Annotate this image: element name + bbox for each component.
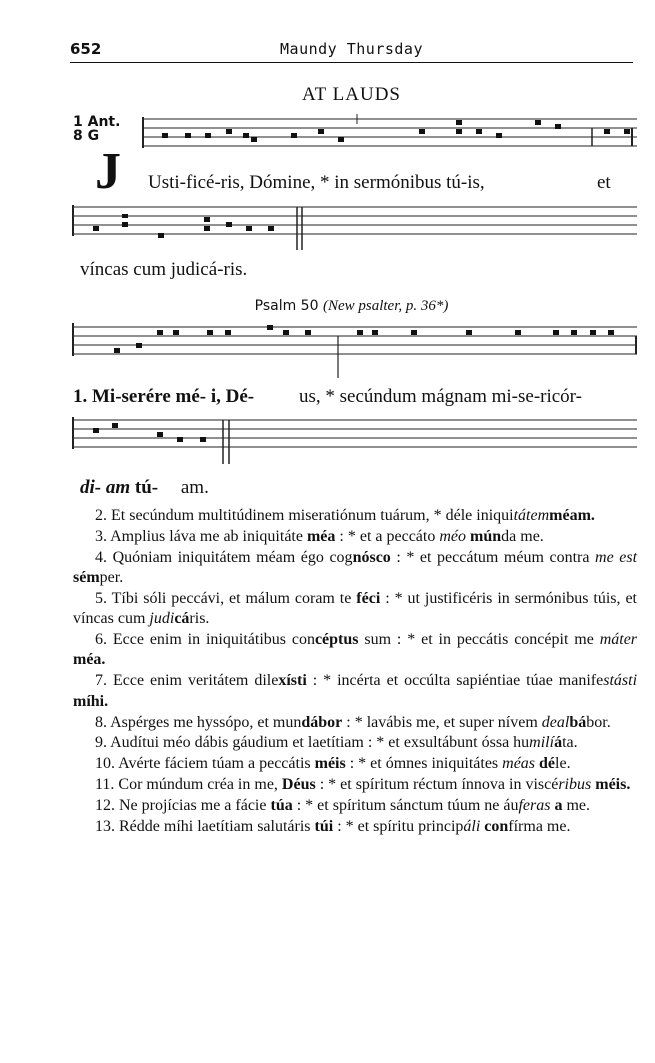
verse-accent: mún [470,527,502,545]
verse-mediant: méo [439,527,467,545]
verse-text: Amplius láva me ab iniquitáte [110,527,307,545]
verse-text: ris. [189,610,210,628]
verse-text: Cor múndum créa in me, [118,776,282,794]
verse-text: : * incérta et occúlta sapiéntiae túae manife [306,672,604,690]
verse-text: ta. [562,734,578,752]
psalm-heading: Psalm 50 (New psalter, p. 36*) [254,298,449,314]
staff-4-neumes [93,423,206,442]
verse-number: 11. [95,776,119,794]
verse-text: : * et spíritu princip [333,817,464,835]
antiphon-label: 1 Ant. 8 G [73,114,121,144]
verse-mediant: milí [529,734,555,752]
verse-text: per. [99,569,124,587]
psalm-verse [73,589,637,630]
verse-accent: á [554,734,563,752]
verse-number: 6. [95,631,113,649]
staff-3-neumes [114,325,614,353]
verse-accent: féci [356,589,381,607]
verse-accent: bá [569,713,587,731]
verse-text: : * et a peccáto [335,527,440,545]
verse-text: bor. [586,713,611,731]
verse-number: 2. [95,507,111,524]
verse-number: 8. [95,713,111,731]
verse-text: : * et ómnes iniquitátes [345,755,503,773]
verse-mediant: judi [149,610,175,628]
page-number: 652 [70,40,102,58]
verse-text: da me. [501,527,544,545]
verse-accent: Déus [281,776,316,794]
verse-accent: míhi. [73,692,109,710]
verse-text: fírma me. [508,817,571,835]
verse-mediant: áli [463,817,481,835]
verse-mediant: méas [502,755,536,773]
verse-text: Ecce enim in iniquitátibus con [112,631,315,649]
verse-mediant: stásti [603,672,638,690]
psalm-verse [73,527,637,547]
verse-text: Ne projícias me a fácie [119,797,271,815]
verse-mediant: tátem [513,507,550,524]
verse-text: : * ut justificéris in sermónibus túis, et víncas cum [73,589,637,628]
psalm-verse [73,817,637,837]
verse-text: Audítui méo dábis gáudium et laetítiam : * et exsultábunt óssa hu [110,734,530,752]
verse-text: : * lavábis me, et super nívem [342,713,542,731]
verse-text: : * et peccátum méum contra [390,548,596,566]
psalm-verse [73,630,637,671]
psalm-verse-1-line-1: 1. Mi-serére mé- i, Dé- [73,386,255,407]
verse-text: Rédde míhi laetítiam salutáris [119,817,315,835]
verse-accent: sém [73,569,100,587]
verse-text: Aspérges me hyssópo, et mun [110,713,302,731]
psalm-verse [73,754,637,774]
section-title: AT LAUDS [302,84,401,105]
psalm-verse [73,733,637,753]
psalm-verses [73,506,637,838]
verse-accent: túa [270,797,293,815]
verse-accent: a [554,797,563,815]
psalm-verse-1-line-2: di- am tú- am. [80,477,209,498]
verse-accent: méa [306,527,336,545]
antiphon-line-2: víncas cum judicá-ris. [80,259,248,280]
verse-number: 3. [95,527,111,545]
verse-accent: dábor [301,713,343,731]
staff-4 [73,417,637,464]
verse-text: : * et spíritum réctum ínnova in viscé [315,776,559,794]
verse-number: 7. [95,672,113,690]
verse-number: 9. [95,734,111,752]
verse-mediant: deal [541,713,570,731]
psalm-verse-1-line-1-end: us, * secúndum mágnam mi-se-ricór- [299,386,582,407]
verse-accent: nósco [352,548,391,566]
antiphon-line-1-end: et [597,172,611,193]
verse-accent: méam. [549,507,595,524]
verse-text: Ecce enim veritátem dile [112,672,279,690]
running-title: Maundy Thursday [280,40,423,58]
staff-1 [143,114,637,148]
verse-text: le. [555,755,571,773]
staff-2 [73,205,637,250]
verse-text: : * et spíritum sánctum túum ne áu [292,797,519,815]
verse-accent: xísti [278,672,307,690]
verse-accent: cá [174,610,190,628]
verse-number: 12. [95,797,119,815]
verse-accent: túi [314,817,334,835]
psalm-verse [73,506,637,526]
verse-text: sum : * et in peccátis concépit me [358,631,600,649]
psalm-verse [73,775,637,795]
verse-accent: méis. [595,776,631,794]
verse-number: 5. [95,589,112,607]
verse-text: me. [562,797,591,815]
initial-letter: J [95,143,121,200]
verse-text: Quóniam iniquitátem méam égo cog [112,548,353,566]
verse-mediant: me est [595,548,638,566]
verse-text: Tíbi sóli peccávi, et málum coram te [111,589,357,607]
antiphon-line-1: Usti-ficé-ris, Dómine, * in sermónibus tú-is, [148,172,485,193]
psalm-verse [73,671,637,712]
verse-mediant: feras [518,797,551,815]
psalm-verse [73,796,637,816]
verse-mediant: ribus [558,776,592,794]
staff-1-neumes [162,120,630,142]
verse-text: Et secúndum multitúdinem miseratiónum tuárum, * déle iniqui [111,507,514,524]
psalm-verse [73,713,637,733]
verse-accent: con [484,817,509,835]
verse-number: 13. [95,817,119,835]
verse-number: 4. [95,548,113,566]
verse-accent: dé [539,755,556,773]
verse-accent: céptus [314,631,359,649]
verse-accent: méa. [73,651,106,669]
verse-accent: méis [314,755,346,773]
psalm-verse [73,548,637,589]
verse-text: Avérte fáciem túam a peccátis [118,755,315,773]
verse-mediant: máter [599,631,638,649]
verse-number: 10. [95,755,119,773]
